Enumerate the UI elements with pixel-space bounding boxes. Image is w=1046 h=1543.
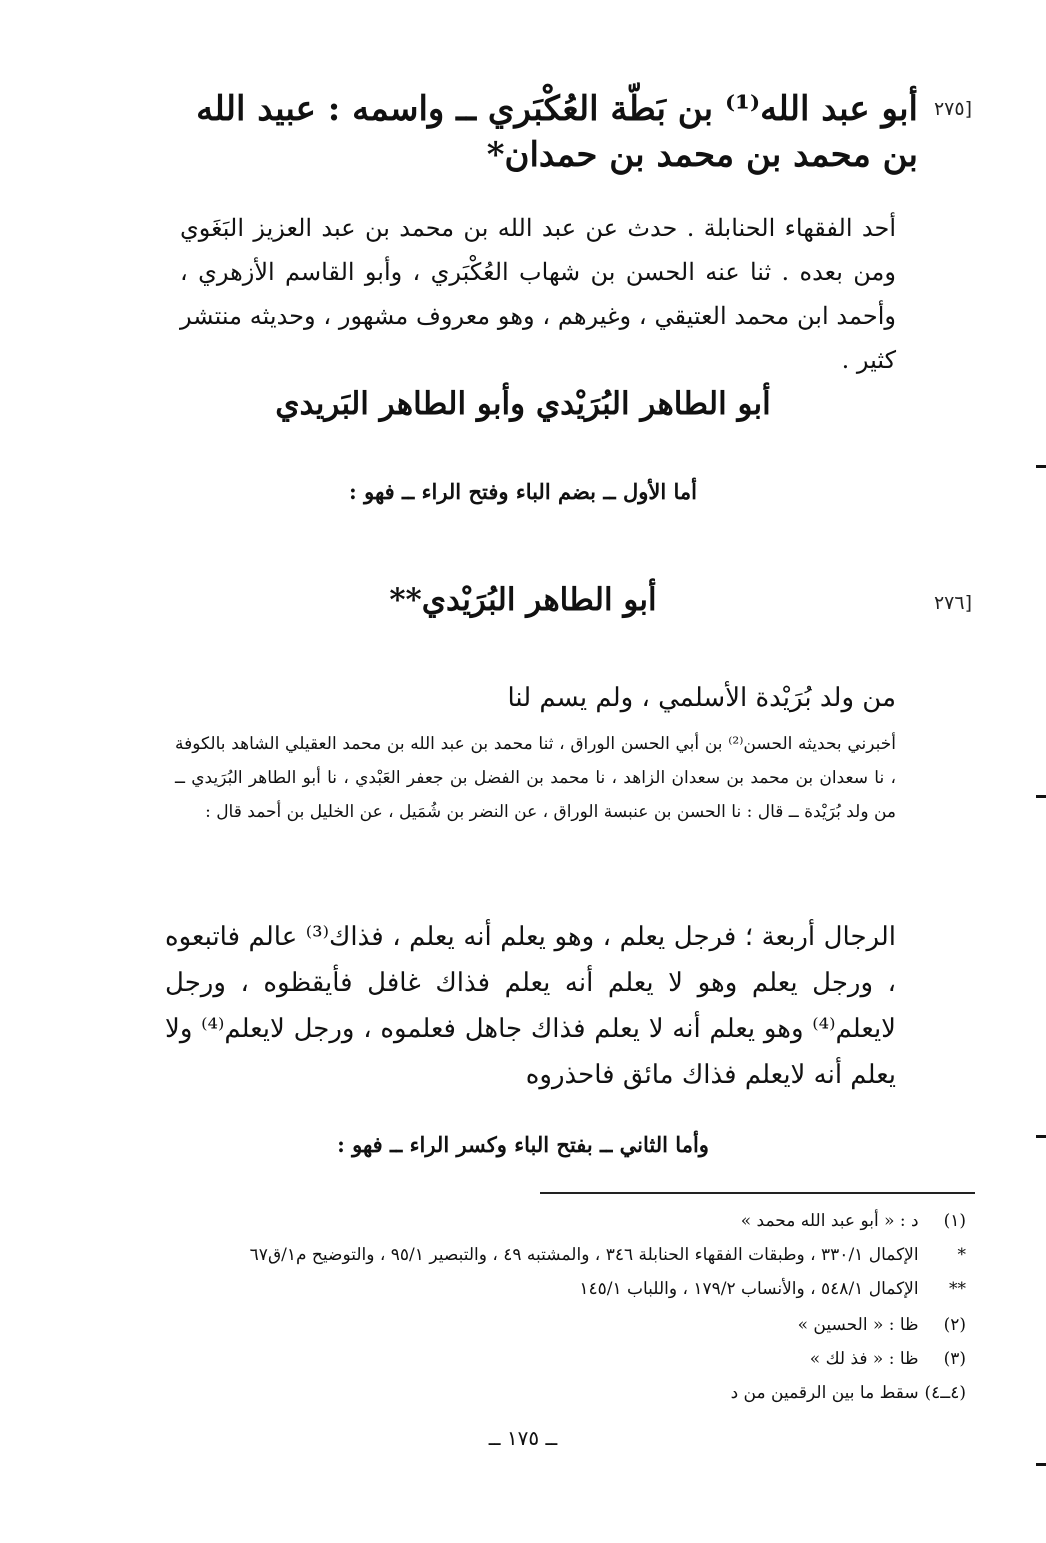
scan-edge-mark [1036,1135,1046,1138]
footnote-mark: (١) [943,1211,966,1231]
entry-number-276: [٢٧٦ [933,592,972,614]
footnote [160,1312,966,1338]
first-variant-note: أما الأول ــ بضم الباء وفتح الراء ــ فهو : [349,479,697,504]
footnote [160,1242,966,1268]
scan-edge-mark [1036,465,1046,468]
footnote-text: ظا : « فذ لك » [809,1349,919,1369]
footnote [160,1276,966,1302]
footnote-mark: (٣) [943,1349,966,1369]
footnote-text: الإكمال ٣٣٠/١ ، وطبقات الفقهاء الحنابلة ٣٤٦ ، والمشتبه ٤٩ ، والتبصير ٩٥/١ ، والتوضيح م١/ق٦٧ [249,1245,919,1265]
footnote-mark: (٢) [943,1315,966,1335]
footnote-mark: (٤ــ٤) [924,1383,966,1403]
footnote-mark: ** [949,1279,966,1299]
entry-body-275: أحد الفقهاء الحنابلة . حدث عن عبد الله بن محمد بن عبد العزيز البَغَوي ومن بعده . ثنا عنه الحسن بن شهاب العُكْبَري ، وأبو القاسم الأزهري ، وأحمد ابن محمد العتيقي ، وغيرهم ، وهو معروف مشهور ، وحديثه منتشر كثير . [180,214,896,374]
entry-lineage-276: من ولد بُرَيْدة الأسلمي ، ولم يسم لنا [507,683,896,713]
footnote-mark: * [957,1245,966,1265]
page-number: ــ ١٧٥ ــ [488,1426,558,1450]
footnote-rule [540,1192,975,1194]
footnote-text: سقط ما بين الرقمين من د [730,1383,919,1403]
entry-number-275: [٢٧٥ [933,98,972,120]
footnote-text: د : « أبو عبد الله محمد » [740,1211,919,1231]
second-variant-note: وأما الثاني ــ بفتح الباء وكسر الراء ــ فهو : [337,1132,709,1157]
quoted-saying: الرجال أربعة ؛ فرجل يعلم ، وهو يعلم أنه يعلم ، فذاك⁽³⁾ عالم فاتبعوه ، ورجل يعلم وهو لا يعلم أنه يعلم فذاك غافل فأيقظوه ، ورجل لايعلم⁽⁴⁾ وهو يعلم أنه لا يعلم فذاك جاهل فعلموه ، ورجل لايعلم⁽⁴⁾ ولا يعلم أنه لايعلم فذاك مائق فاحذروه [165,922,897,1090]
scan-edge-mark [1036,795,1046,798]
scan-edge-mark [1036,1463,1046,1466]
footnote [160,1346,966,1372]
entry-title-275: أبو عبد الله⁽¹⁾ بن بَطّة العُكْبَري ــ واسمه : عبيد الله بن محمد بن محمد بن حمدان* [196,89,918,175]
footnote-text: ظا : « الحسين » [797,1315,919,1335]
section-heading: أبو الطاهر البُرَيْدي وأبو الطاهر البَريدي [275,386,771,422]
footnote [160,1380,966,1406]
footnote [160,1208,966,1234]
entry-title-276: أبو الطاهر البُرَيْدي** [389,582,657,618]
footnote-text: الإكمال ٥٤٨/١ ، والأنساب ١٧٩/٢ ، واللباب ١٤٥/١ [579,1279,919,1299]
isnad-chain: أخبرني بحديثه الحسن⁽²⁾ بن أبي الحسن الوراق ، ثنا محمد بن عبد الله بن محمد العقيلي الشاهد بالكوفة ، نا سعدان بن محمد بن سعدان الزاهد ، نا محمد بن الفضل بن جعفر العَبْدي ، نا أبو الطاهر البُرَيدي ــ من ولد بُرَيْدة ــ قال : نا الحسن بن عنبسة الوراق ، عن النضر بن شُمَيل ، عن الخليل بن أحمد قال : [175,734,897,822]
